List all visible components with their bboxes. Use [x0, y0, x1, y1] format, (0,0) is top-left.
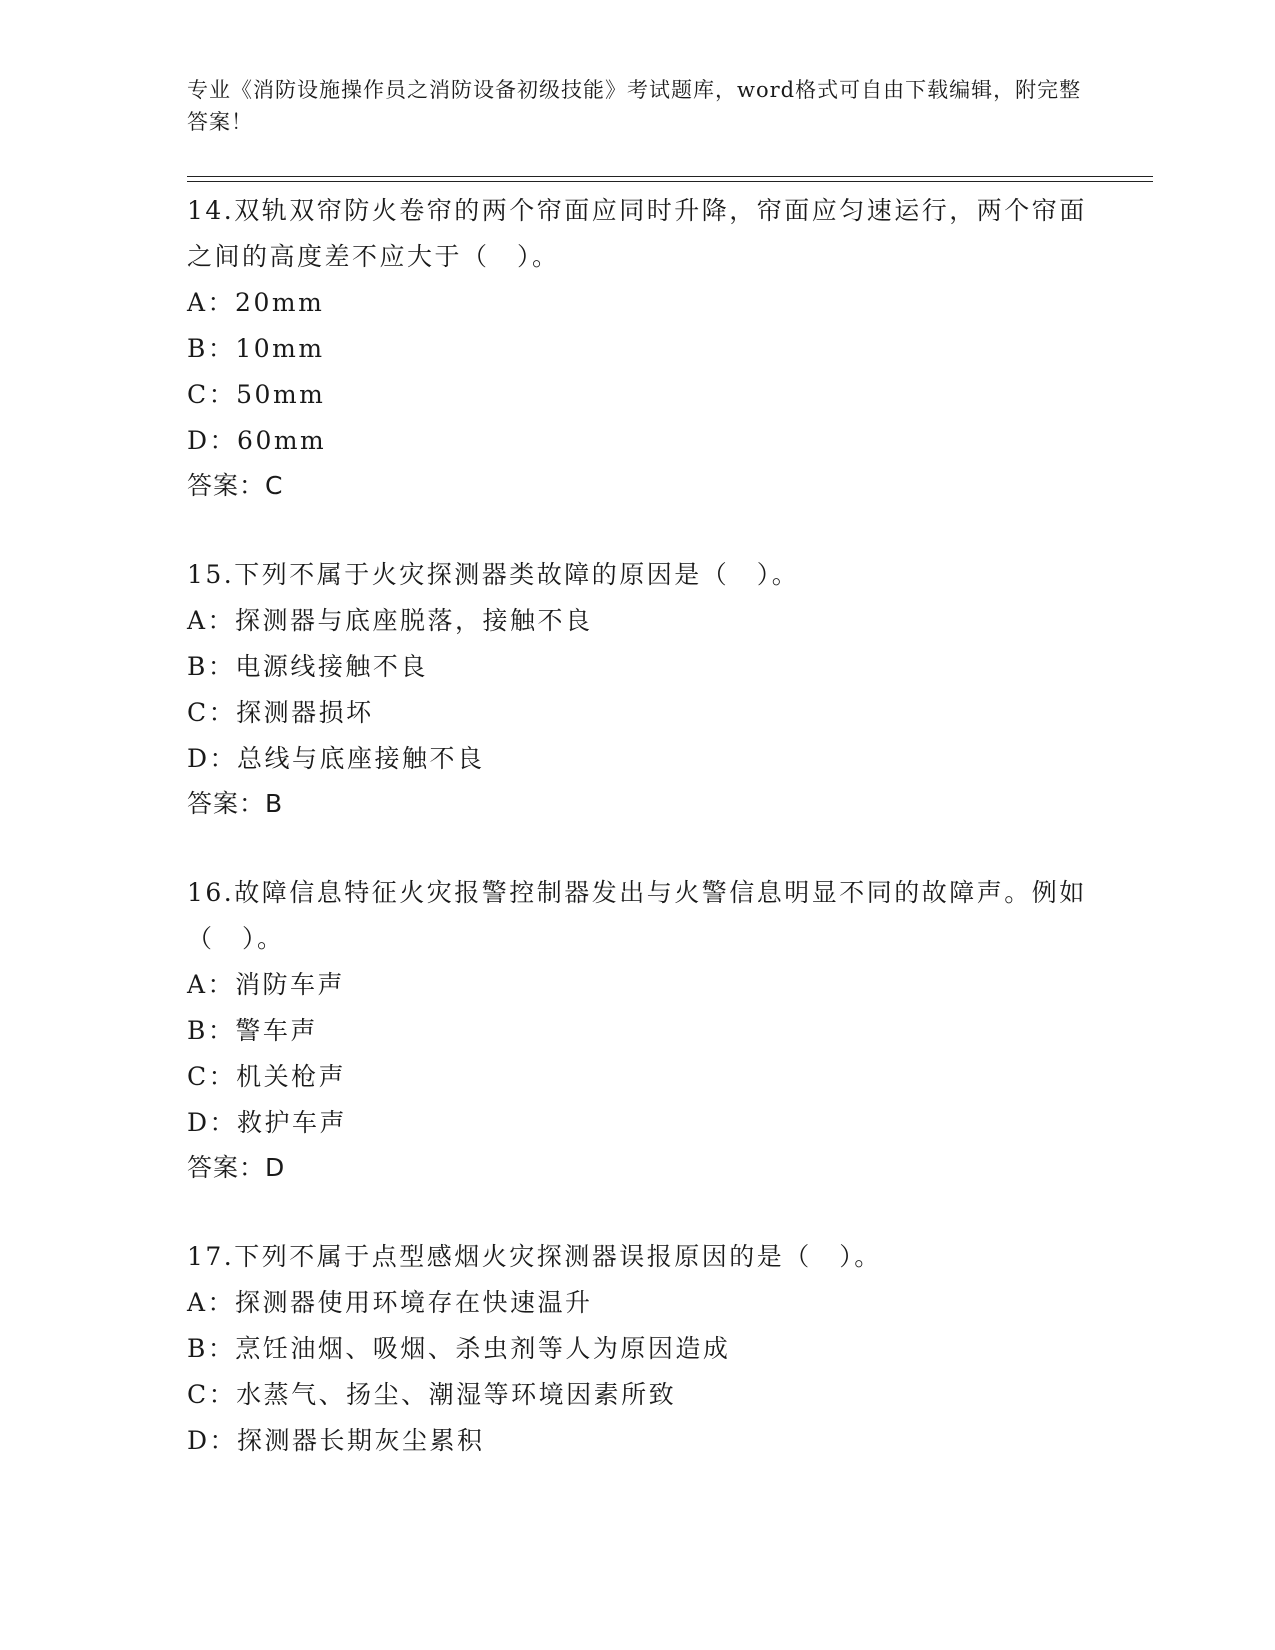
option-b: B：电源线接触不良: [187, 652, 428, 681]
question-14: [187, 188, 1087, 508]
question-list: [187, 188, 1087, 1508]
question-15: [187, 552, 1087, 826]
option-a: A：消防车声: [187, 970, 346, 999]
option-a: A：探测器与底座脱落，接触不良: [187, 606, 593, 635]
option-c: C：探测器损坏: [187, 698, 374, 727]
question-stem: 15.下列不属于火灾探测器类故障的原因是（ ）。: [187, 560, 800, 589]
option-b: B：烹饪油烟、吸烟、杀虫剂等人为原因造成: [187, 1334, 731, 1363]
answer-label: 答案：D: [187, 1153, 286, 1182]
header-divider-top: [187, 176, 1153, 177]
option-d: D：60mm: [187, 426, 327, 455]
answer-label: 答案：C: [187, 471, 284, 500]
question-17: [187, 1234, 1087, 1464]
question-stem: 16.故障信息特征火灾报警控制器发出与火警信息明显不同的故障声。例如（ ）。: [187, 878, 1087, 953]
header-divider-bottom: [187, 181, 1153, 182]
option-b: B：警车声: [187, 1016, 318, 1045]
answer-label: 答案：B: [187, 789, 284, 818]
option-d: D：救护车声: [187, 1108, 348, 1137]
option-b: B：10mm: [187, 334, 325, 363]
question-stem: 14.双轨双帘防火卷帘的两个帘面应同时升降，帘面应匀速运行，两个帘面之间的高度差不应大于（ ）。: [187, 196, 1087, 271]
option-a: A：20mm: [187, 288, 325, 317]
question-stem: 17.下列不属于点型感烟火灾探测器误报原因的是（ ）。: [187, 1242, 882, 1271]
option-c: C：机关枪声: [187, 1062, 347, 1091]
question-16: [187, 870, 1087, 1190]
option-d: D：探测器长期灰尘累积: [187, 1426, 485, 1455]
option-c: C：50mm: [187, 380, 326, 409]
option-c: C：水蒸气、扬尘、潮湿等环境因素所致: [187, 1380, 677, 1409]
document-header: 专业《消防设施操作员之消防设备初级技能》考试题库，word格式可自由下载编辑，附完整答案！: [187, 78, 1082, 134]
option-a: A：探测器使用环境存在快速温升: [187, 1288, 593, 1317]
option-d: D：总线与底座接触不良: [187, 744, 485, 773]
